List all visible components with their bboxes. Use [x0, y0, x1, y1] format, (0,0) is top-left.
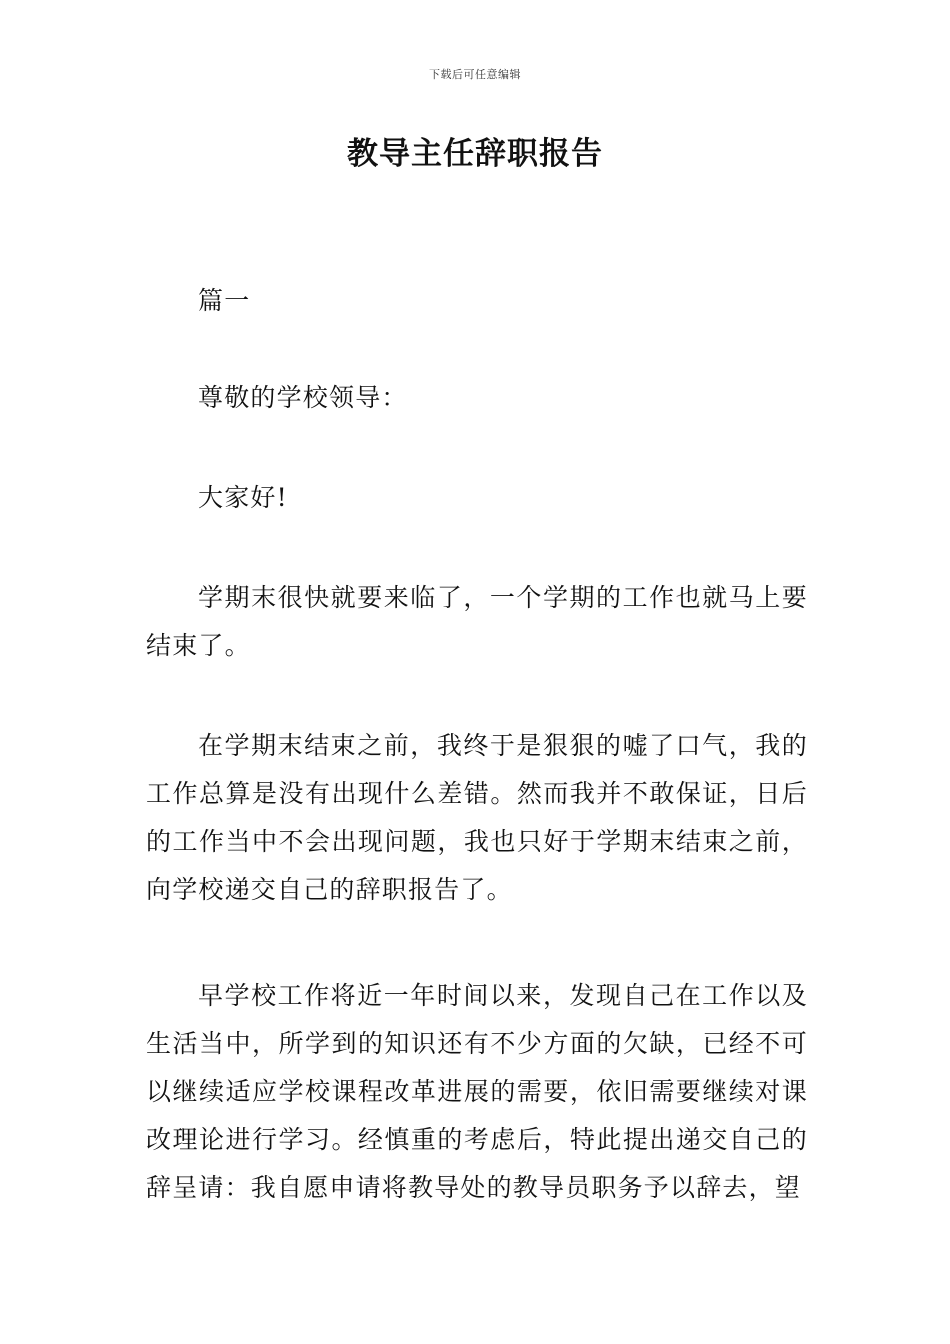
- paragraph-salutation: [146, 374, 808, 422]
- header-note: 下载后可任意编辑: [429, 68, 521, 81]
- paragraph-intro: [146, 574, 808, 670]
- paragraph-section-label: [146, 277, 808, 325]
- paragraph-greeting: [146, 474, 808, 522]
- paragraph-reason: [146, 722, 808, 914]
- paragraph: 大家好!: [198, 483, 288, 512]
- paragraph-request: [146, 972, 808, 1212]
- paragraph: 在学期末结束之前，我终于是狠狠的嘘了口气，我的工作总算是没有出现什么差错。然而我并不敢保证，日后的工作当中不会出现问题，我也只好于学期末结束之前，向学校递交自己的辞职报告了。: [146, 731, 808, 904]
- paragraph: 学期末很快就要来临了，一个学期的工作也就马上要结束了。: [146, 583, 808, 660]
- paragraph: 篇一: [198, 286, 251, 315]
- paragraph: 尊敬的学校领导：: [198, 383, 408, 412]
- document-title: 教导主任辞职报告: [347, 136, 603, 172]
- paragraph: 早学校工作将近一年时间以来，发现自己在工作以及生活当中，所学到的知识还有不少方面的欠缺，已经不可以继续适应学校课程改革进展的需要，依旧需要继续对课改理论进行学习。经慎重的考虑后，特此提出递交自己的辞呈请：我自愿申请将教导处的教导员职务予以辞去，望: [146, 981, 808, 1202]
